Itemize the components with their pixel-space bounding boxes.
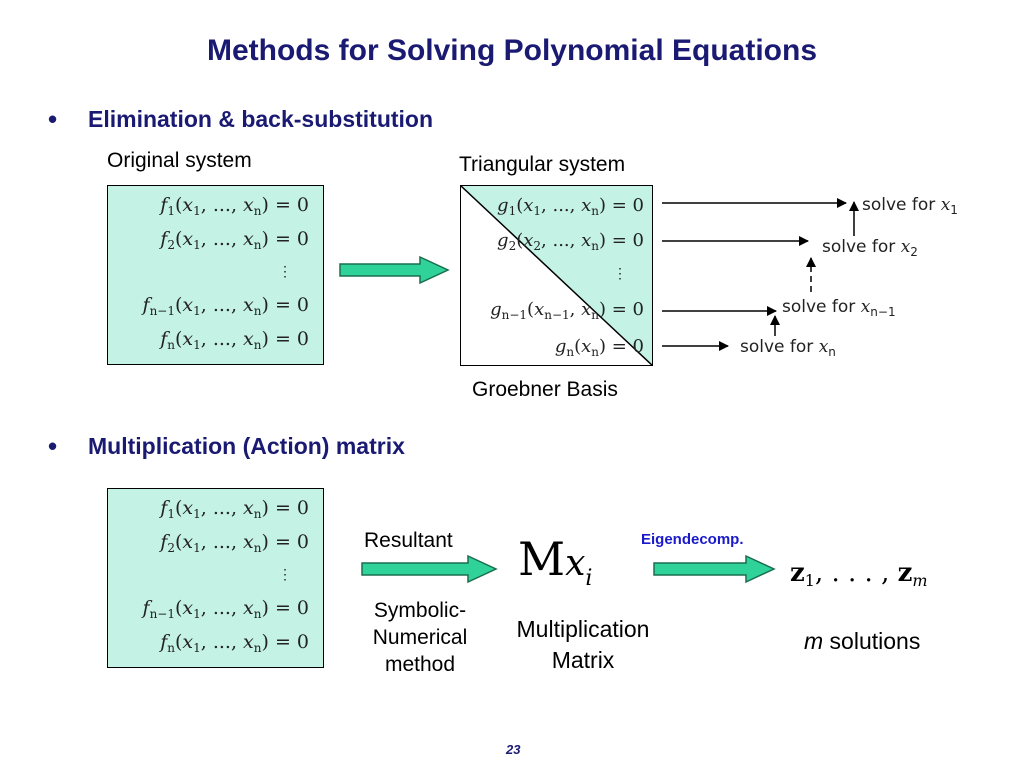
- multiplication-matrix-caption: Multiplication Matrix: [516, 616, 650, 673]
- solve-for-xn-minus-1: solve for $x_{n-1}$: [782, 297, 896, 319]
- equation-f1: $f_1(x_1$, ..., $x_n) = 0$: [160, 497, 309, 521]
- groebner-basis-label: Groebner Basis: [472, 378, 618, 401]
- m-solutions-label: m solutions: [804, 628, 921, 654]
- page-number: 23: [506, 742, 521, 757]
- equation-fn: $f_n(x_1$, ..., $x_n) = 0$: [160, 328, 309, 352]
- bullet-2: •: [48, 431, 58, 461]
- equation-f2: $f_2(x_1$, ..., $x_n) = 0$: [160, 531, 309, 555]
- section2-heading: Multiplication (Action) matrix: [88, 433, 405, 459]
- multiplication-matrix-symbol: $Mx_i$: [518, 532, 593, 591]
- slide-title: Methods for Solving Polynomial Equations: [206, 34, 818, 67]
- eigendecomposition-label: Eigendecomp.: [641, 531, 744, 548]
- equation-f2: $f_2(x_1$, ..., $x_n) = 0$: [160, 228, 309, 252]
- equation-g1: $g_1(x_1$, ..., $x_n) = 0$: [497, 195, 644, 218]
- resultant-label: Resultant: [364, 529, 453, 552]
- green-arrow-elimination: [340, 257, 448, 283]
- bullet-1: •: [48, 104, 58, 134]
- vertical-ellipsis-triangular: ⋮: [613, 266, 627, 282]
- green-arrow-eigendecomp: [654, 556, 774, 582]
- equation-fn: $f_n(x_1$, ..., $x_n) = 0$: [160, 631, 309, 655]
- equation-fn-minus-1: $f_{n-1}(x_1$, ..., $x_n) = 0$: [142, 597, 309, 621]
- original-system-label: Original system: [107, 149, 252, 172]
- section1-heading: Elimination & back-substitution: [88, 106, 434, 132]
- equation-g2: $g_2(x_2$, ..., $x_n) = 0$: [497, 230, 644, 253]
- solutions-symbol: $z_1$, . . . , $z_m$: [790, 558, 928, 590]
- equation-gn: $g_n(x_n) = 0$: [554, 336, 644, 359]
- equation-f1: $f_1(x_1$, ..., $x_n) = 0$: [160, 194, 309, 218]
- vertical-ellipsis: ⋮: [278, 567, 292, 583]
- green-arrow-resultant: [362, 556, 496, 582]
- solve-for-x1: solve for $x_1$: [862, 195, 958, 217]
- equation-gn-minus-1: $g_{n-1}(x_{n-1}$, $x_n) = 0$: [490, 299, 644, 322]
- solve-for-xn: solve for $x_n$: [740, 337, 836, 359]
- symbolic-numerical-method-label: Symbolic- Numerical method: [372, 599, 468, 676]
- vertical-ellipsis: ⋮: [278, 264, 292, 280]
- solve-for-x2: solve for $x_2$: [822, 237, 918, 259]
- equation-fn-minus-1: $f_{n-1}(x_1$, ..., $x_n) = 0$: [142, 294, 309, 318]
- triangular-system-label: Triangular system: [459, 153, 626, 176]
